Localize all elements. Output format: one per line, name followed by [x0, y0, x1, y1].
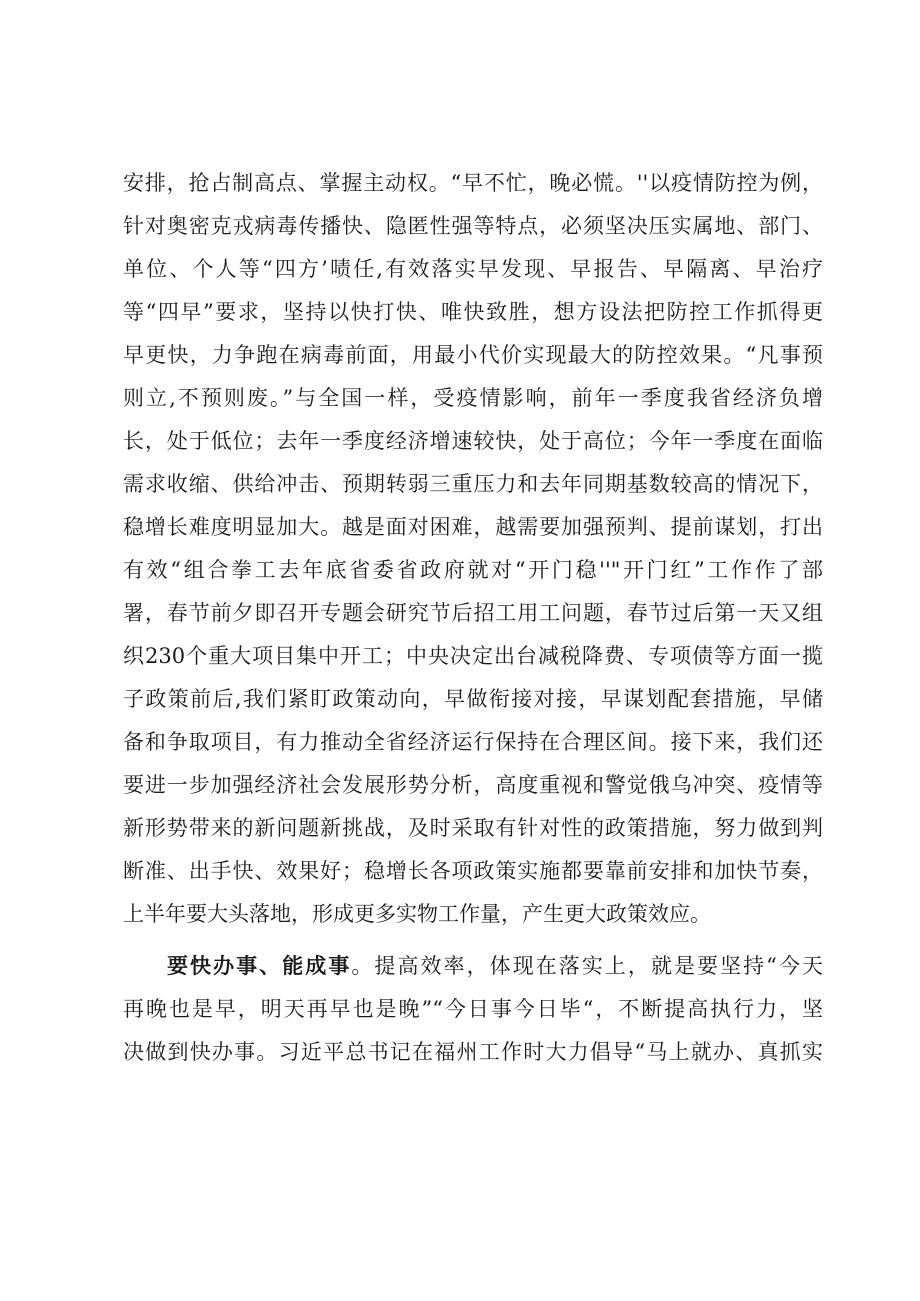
- text-line: 织230个重大项目集中开工；中央决定出台减税降费、专项债等方面一揽: [123, 644, 823, 668]
- text-line: 新形势带来的新问题新挑战，及时采取有针对性的政策措施，努力做到判: [123, 816, 823, 840]
- text-line: 需求收缩、供给冲击、预期转弱三重压力和去年同期基数较高的情况下，: [123, 472, 823, 496]
- text-line: 备和争取项目，有力推动全省经济运行保持在合理区间。接下来，我们还: [123, 730, 823, 754]
- text-line: 上半年要大头落地，形成更多实物工作量，产生更大政策效应。: [123, 902, 711, 926]
- text-line: 断准、出手快、效果好；稳增长各项政策实施都要靠前安排和加快节奏，: [123, 859, 823, 883]
- text-line: 针对奥密克戎病毒传播快、隐匿性强等特点，必须坚决压实属地、部门、: [123, 214, 823, 238]
- text-line: 署，春节前夕即召开专题会研究节后招工用工问题，春节过后第一天又组: [123, 601, 823, 625]
- text-line: 等“四早”要求，坚持以快打快、唯快致胜，想方设法把防控工作抓得更: [123, 300, 823, 324]
- text-line: 决做到快办事。习近平总书记在福州工作时大力倡导“马上就办、真抓实: [123, 1040, 823, 1064]
- text-line: 再晚也是早，明天再早也是晚”“今日事今日毕“，不断提高执行力，坚: [123, 997, 823, 1021]
- text-line: 单位、个人等“四方’啧任,有效落实早发现、早报告、早隔离、早治疗: [123, 257, 823, 281]
- text-line: 安排，抢占制高点、掌握主动权。“早不忙，晚必慌。''以疫情防控为例，: [123, 171, 823, 195]
- text-line: 长，处于低位；去年一季度经济增速较快，处于高位；今年一季度在面临: [123, 429, 823, 453]
- text-line: 有效“组合拳工去年底省委省政府就对“开门稳''"开门红”工作作了部: [123, 558, 823, 582]
- text-line: 则立,不预则废。”与全国一样，受疫情影响，前年一季度我省经济负增: [123, 386, 823, 410]
- paragraph-first-line: [167, 946, 823, 986]
- paragraph-first-line-text: 。提高效率，体现在落实上，就是要坚持“今天: [351, 954, 823, 978]
- text-line: 稳增长难度明显加大。越是面对困难，越需要加强预判、提前谋划，打出: [123, 515, 823, 539]
- text-line: 要进一步加强经济社会发展形势分析，高度重视和警觉俄乌冲突、疫情等: [123, 773, 823, 797]
- paragraph-lead-heading: 要快办事、能成事: [167, 954, 352, 978]
- text-line: 子政策前后,我们紧盯政策动向，早做衔接对接，早谋划配套措施，早储: [123, 687, 823, 711]
- text-line: 早更快，力争跑在病毒前面，用最小代价实现最大的防控效果。“凡事预: [123, 343, 823, 367]
